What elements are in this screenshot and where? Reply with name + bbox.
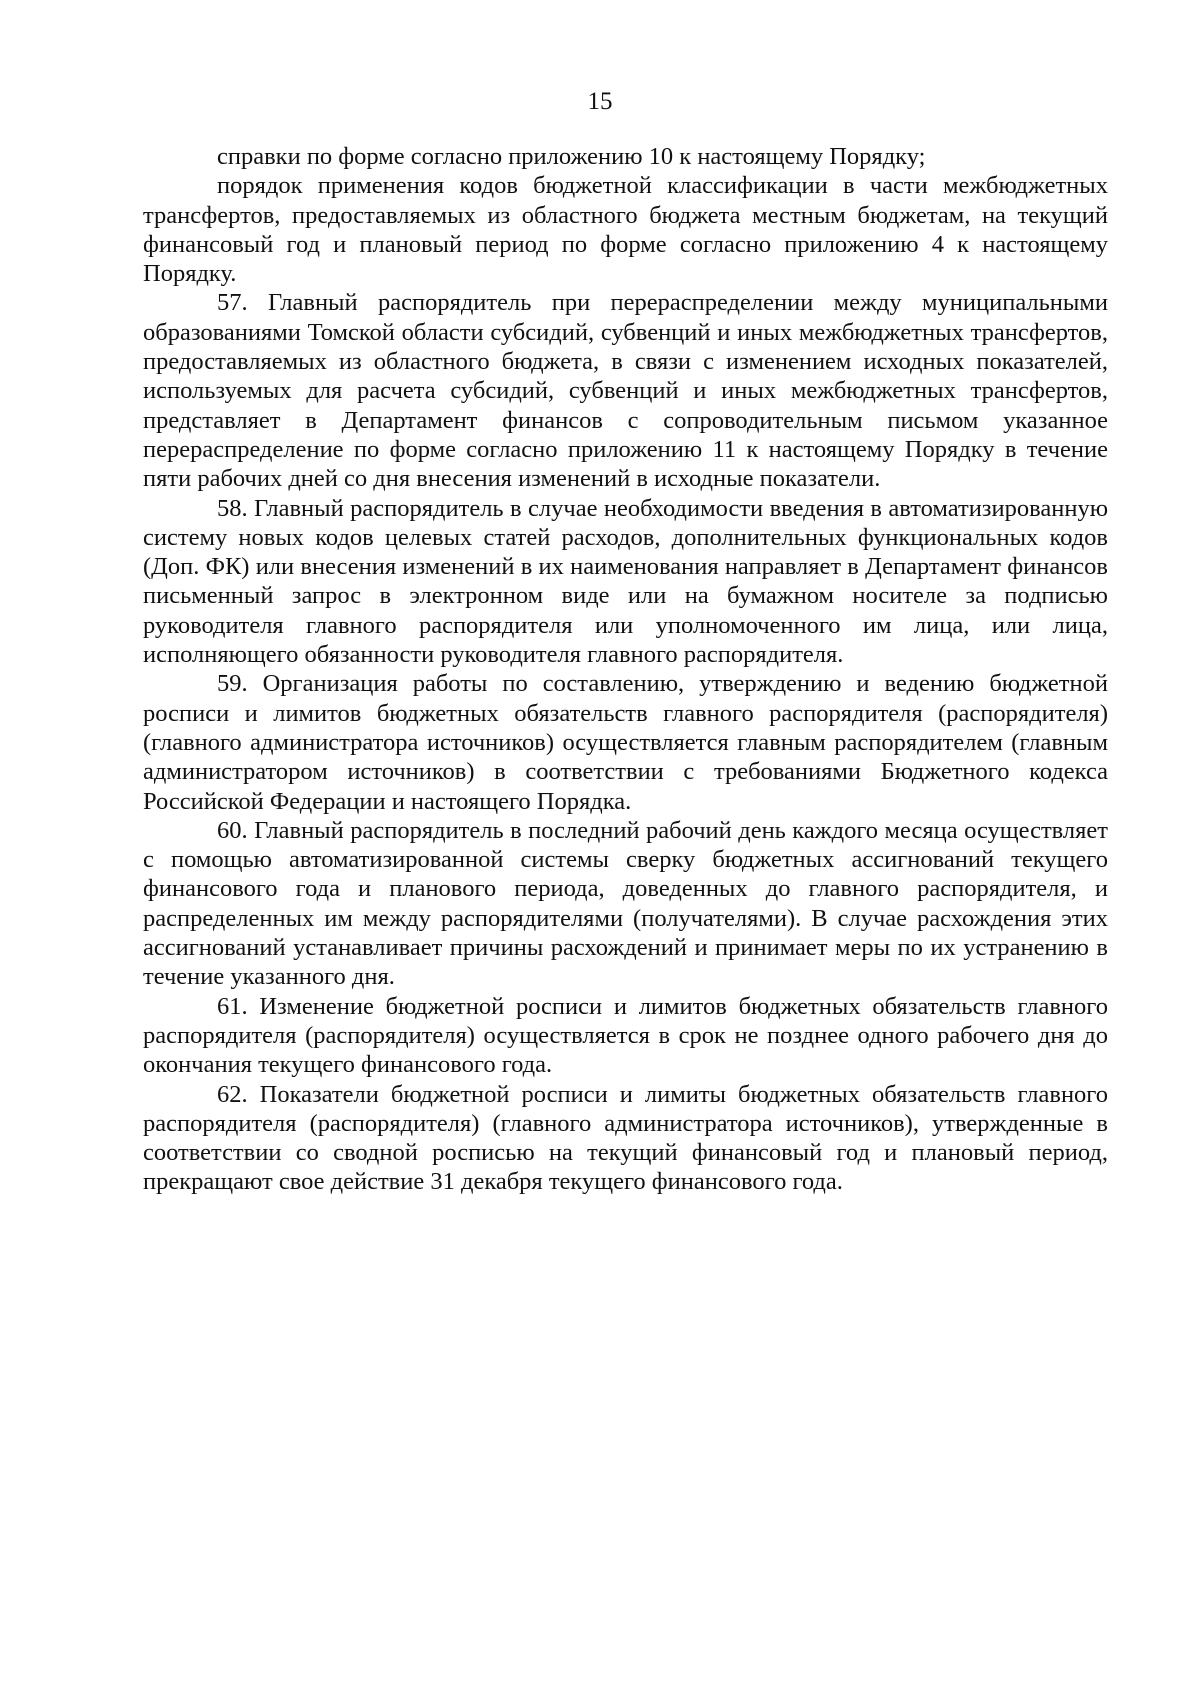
paragraph-60: 60. Главный распорядитель в последний рабочий день каждого месяца осуществляет с помощью автоматизированной системы сверку бюджетных ассигнований текущего финансового года и планового периода, доведенных до главного распорядителя, и распределенных им между распорядителями (получателями). В случае расхождения этих ассигнований устанавливает причины расхождений и принимает меры по их устранению в течение указанного дня. xyxy=(143,816,1108,991)
paragraph-certificate-form: справки по форме согласно приложению 10 к настоящему Порядку; xyxy=(217,143,926,170)
paragraph-58: 58. Главный распорядитель в случае необходимости введения в автоматизированную систему новых кодов целевых статей расходов, дополнительных функциональных кодов (Доп. ФК) или внесения изменений в их наименования направляет в Департамент финансов письменный запрос в электронном виде или на бумажном носителе за подписью руководителя главного распорядителя или уполномоченного им лица, или лица, исполняющего обязанности руководителя главного распорядителя. xyxy=(143,494,1108,669)
paragraph-61: 61. Изменение бюджетной росписи и лимитов бюджетных обязательств главного распорядителя (распорядителя) осуществляется в срок не позднее одного рабочего дня до окончания текущего финансового года. xyxy=(143,992,1108,1079)
paragraph-budget-codes-procedure: порядок применения кодов бюджетной классификации в части межбюджетных трансфертов, предоставляемых из областного бюджета местным бюджетам, на текущий финансовый год и плановый период по форме согласно приложению 4 к настоящему Порядку. xyxy=(143,172,1108,288)
page-number: 15 xyxy=(587,88,613,115)
paragraph-57: 57. Главный распорядитель при перераспределении между муниципальными образованиями Томской области субсидий, субвенций и иных межбюджетных трансфертов, предоставляемых из областного бюджета, в связи с изменением исходных показателей, используемых для расчета субсидий, субвенций и иных межбюджетных трансфертов, представляет в Департамент финансов с сопроводительным письмом указанное перераспределение по форме согласно приложению 11 к настоящему Порядку в течение пяти рабочих дней со дня внесения изменений в исходные показатели. xyxy=(143,289,1108,493)
paragraph-59: 59. Организация работы по составлению, утверждению и ведению бюджетной росписи и лимитов бюджетных обязательств главного распорядителя (распорядителя) (главного администратора источников) осуществляется главным распорядителем (главным администратором источников) в соответствии с требованиями Бюджетного кодекса Российской Федерации и настоящего Порядка. xyxy=(143,670,1108,815)
document-body xyxy=(143,142,1108,1197)
paragraph-62: 62. Показатели бюджетной росписи и лимиты бюджетных обязательств главного распорядителя (распорядителя) (главного администратора источников), утвержденные в соответствии со сводной росписью на текущий финансовый год и плановый период, прекращают свое действие 31 декабря текущего финансового года. xyxy=(143,1080,1108,1196)
